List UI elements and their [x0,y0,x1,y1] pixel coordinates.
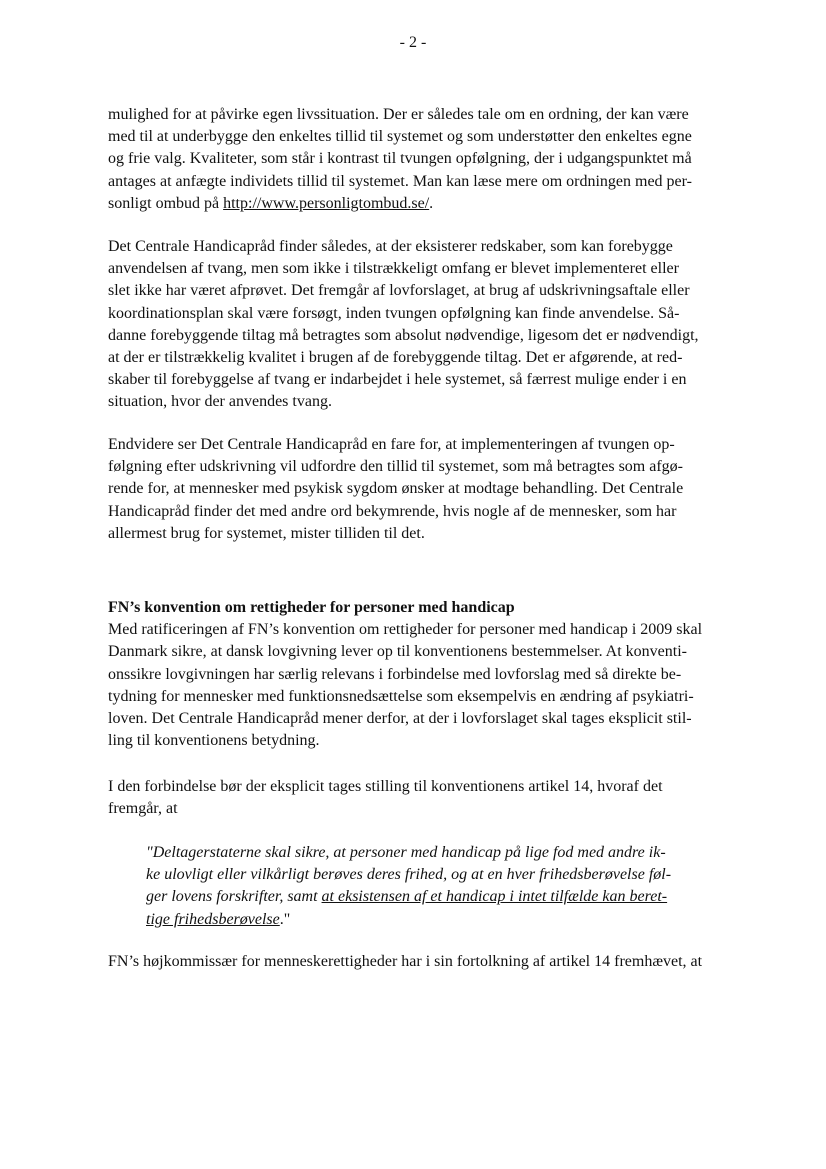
text-line: rende for, at mennesker med psykisk sygdom ønsker at modtage behandling. Det Centrale [108,480,684,498]
text-line [108,193,748,215]
text-line: antages at anfægte individets tillid til systemet. Man kan læse mere om ordningen med per- [108,172,692,190]
text-line: følgning efter udskrivning vil udfordre den tillid til systemet, som må betragtes som afgø- [108,458,683,476]
quote-line [146,909,706,931]
text-line: med til at underbygge den enkeltes tillid til systemet og som understøtter den enkeltes egne [108,128,692,146]
text-line: skaber til forebyggelse af tvang er indarbejdet i hele systemet, så færrest mulige ender i en [108,371,687,389]
text-line: ling til konventionens betydning. [108,732,320,750]
paragraph-trust-concern [108,434,748,545]
quote-line: ke ulovligt eller vilkårligt berøves deres frihed, og at en hver frihedsberøvelse føl- [146,866,672,884]
text-line: danne forebyggende tiltag må betragtes som absolut nødvendige, ligesom det er nødvendigt, [108,326,699,344]
paragraph-preventive-tools [108,236,748,414]
quote-emphasis: at eksistensen af et handicap i intet tilfælde kan beret- [321,888,668,906]
text-line: mulighed for at påvirke egen livssituation. Der er således tale om en ordning, der kan være [108,106,689,123]
text-line: Handicapråd finder det med andre ord bekymrende, hvis nogle af de mennesker, som har [108,502,677,520]
text-line: slet ikke har været afprøvet. Det fremgår af lovforslaget, at brug af udskrivningsaftale eller [108,282,690,300]
text-line: loven. Det Centrale Handicapråd mener derfor, at der i lovforslaget skal tages eksplicit stil- [108,710,692,728]
paragraph-personal-ombudsman [108,104,748,215]
text-line: anvendelsen af tvang, men som ikke i tilstrækkeligt omfang er blevet implementeret eller [108,260,679,278]
quote-line [146,886,706,908]
paragraph-high-commissioner [108,951,748,973]
section-un-convention [108,597,748,752]
text-fragment: . [429,194,434,212]
quote-end: ." [279,910,291,928]
text-line: Med ratificeringen af FN’s konvention om rettigheder for personer med handicap i 2009 skal [108,621,703,639]
text-line: situation, hvor der anvendes tvang. [108,393,332,411]
quote-fragment: ger lovens forskrifter, samt [146,888,322,906]
text-line: koordinationsplan skal være forsøgt, inden tvungen opfølgning kan finde anvendelse. Så- [108,304,680,322]
text-line: Det Centrale Handicapråd finder således, at der eksisterer redskaber, som kan forebygge [108,238,673,255]
text-line: fremgår, at [108,800,178,818]
text-line: Endvidere ser Det Centrale Handicapråd en fare for, at implementeringen af tvungen op- [108,436,675,453]
text-line: FN’s højkommissær for menneskerettigheder har i sin fortolkning af artikel 14 fremhævet, at [108,953,703,970]
text-line: onssikre lovgivningen har særlig relevans i forbindelse med lovforslag med så direkte be- [108,665,682,683]
paragraph-article-14-intro [108,776,748,820]
text-line: og frie valg. Kvaliteter, som står i kontrast til tvungen opfølgning, der i udgangspunktet må [108,150,692,168]
text-line: Danmark sikre, at dansk lovgivning lever op til konventionens bestemmelser. At konventi- [108,643,687,661]
article-14-quote [146,842,706,931]
text-line: I den forbindelse bør der eksplicit tages stilling til konventionens artikel 14, hvoraf det [108,778,663,795]
quote-line: "Deltagerstaterne skal sikre, at personer med handicap på lige fod med andre ik- [146,844,666,861]
quote-emphasis: tige frihedsberøvelse [146,910,280,928]
text-line: allermest brug for systemet, mister tilliden til det. [108,524,425,542]
page-number: - 2 - [399,34,427,51]
text-line: at der er tilstrækkelig kvalitet i brugen af de forebyggende tiltag. Det er afgørende, at red- [108,349,683,367]
text-line: tydning for mennesker med funktionsnedsættelse som eksempelvis en ændring af psykiatri- [108,687,694,705]
personligtombud-link[interactable]: http://www.personligtombud.se/ [223,194,430,212]
text-fragment: sonligt ombud på [108,194,224,212]
section-heading: FN’s konvention om rettigheder for personer med handicap [108,599,515,616]
